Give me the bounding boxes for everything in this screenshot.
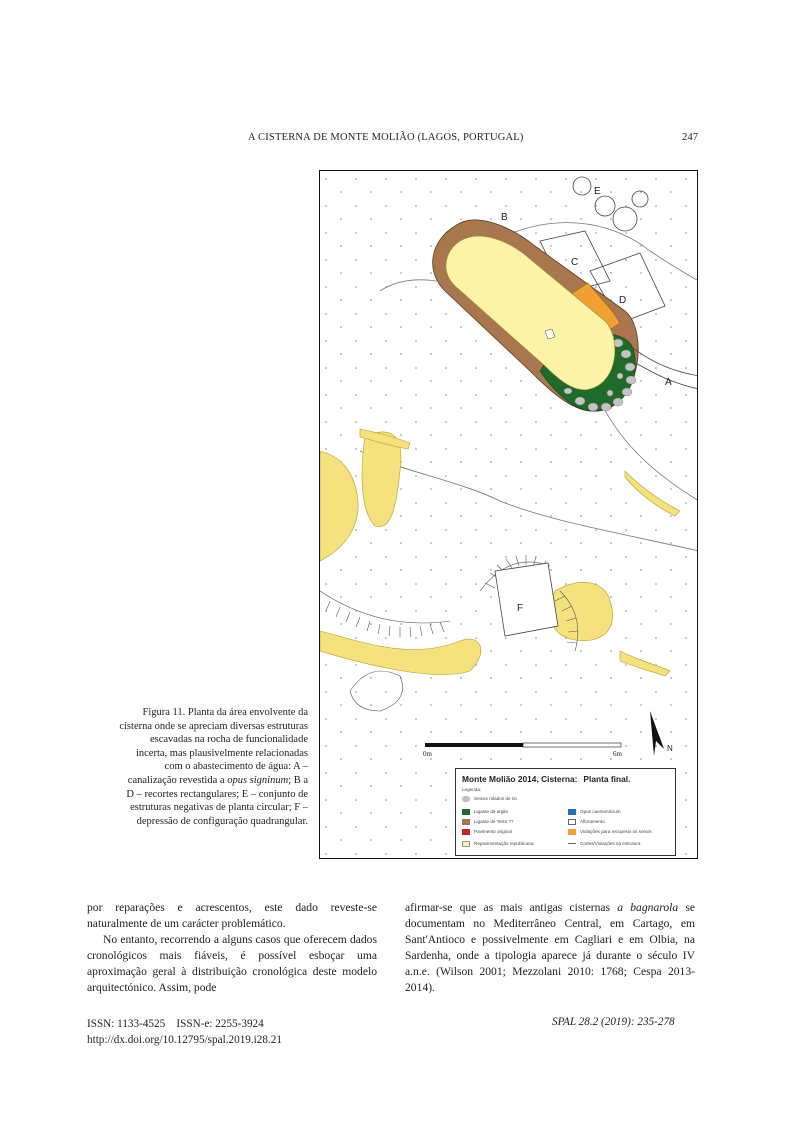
legend-label: Seixos rolados de rio bbox=[474, 796, 517, 801]
caption-italic: opus signinum bbox=[227, 774, 289, 786]
legend-label: Opus caementicium bbox=[580, 809, 621, 814]
doi-line: http://dx.doi.org/10.12795/spal.2019.i28.21 bbox=[87, 1034, 282, 1046]
legend-item bbox=[568, 818, 605, 825]
legend-item bbox=[462, 840, 534, 847]
legend-item bbox=[462, 828, 512, 835]
footer-identifiers bbox=[87, 1016, 282, 1048]
label-c: C bbox=[571, 257, 579, 268]
legend-label: Pavimento original bbox=[474, 829, 512, 834]
legend-title-main: Monte Molião 2014, Cisterna: bbox=[462, 774, 578, 784]
legend-swatch bbox=[462, 829, 470, 835]
legend-item bbox=[462, 795, 517, 802]
legend-item bbox=[462, 808, 508, 815]
page-number: 247 bbox=[682, 132, 699, 143]
running-header bbox=[0, 132, 794, 148]
scale-end: 6m bbox=[613, 750, 622, 758]
legend-label: Ligante de Terra ?? bbox=[474, 819, 514, 824]
label-d: D bbox=[619, 295, 627, 306]
depression-f-outline bbox=[495, 563, 558, 636]
legend-caption: Legenda: bbox=[462, 787, 482, 792]
caption-text: ; B a D – recortes rectangulares; E – conjunto de estruturas negativas de planta circular; F – depressão de configuração quadrangular. bbox=[126, 774, 308, 827]
caption-text: Figura 11. Planta da área envolvente da cisterna onde se apreciam diversas estruturas escavadas na rocha de funcionalidade incerta, mas plausivelmente relacionadas com o abastecimento de água: A – canalização revestida a bbox=[119, 707, 308, 786]
scale-bar-light bbox=[523, 743, 621, 747]
legend-label: Violações para recuperar os seixos bbox=[580, 829, 652, 834]
legend-swatch bbox=[462, 841, 470, 847]
paragraph: por reparações e acrescentos, este dado reveste-se naturalmente de um carácter problemático. bbox=[87, 901, 377, 930]
legend-title-sub: Planta final. bbox=[583, 774, 631, 784]
scale-bar-dark bbox=[425, 743, 523, 747]
legend-swatch bbox=[568, 809, 576, 815]
legend-swatch bbox=[462, 796, 470, 802]
legend-label: Cortes/Violações na estrutura bbox=[580, 841, 641, 846]
label-e: E bbox=[594, 186, 601, 197]
legend-label: Ligante de argila bbox=[474, 809, 508, 814]
paragraph-italic: a bagnarola bbox=[617, 901, 679, 914]
legend-item bbox=[568, 808, 621, 815]
label-b: B bbox=[501, 212, 508, 223]
legend-title bbox=[462, 774, 630, 784]
paragraph-text: se documentam no Mediterrâneo Central, em Cartago, em Sant'Antioco e possivelmente em Cagliari e em Olbia, na Sardenha, onde a tipologia aparece já durante o século IV a.n.e. (Wilson 2001; Mezzolani 2010: 1768; Cespa 2013-2014). bbox=[405, 901, 695, 994]
legend-swatch bbox=[568, 843, 576, 844]
legend-item bbox=[568, 840, 640, 847]
label-f: F bbox=[517, 603, 524, 614]
body-column-right bbox=[405, 900, 695, 996]
legend-item bbox=[462, 818, 514, 825]
north-label: N bbox=[667, 744, 673, 753]
figure-caption bbox=[118, 706, 308, 828]
site-plan-figure bbox=[319, 170, 698, 859]
running-title: A CISTERNA DE MONTE MOLIÃO (LAGOS, PORTUGAL) bbox=[248, 132, 524, 143]
paragraph: No entanto, recorrendo a alguns casos que oferecem dados cronológicos mais fiáveis, é possível esboçar uma aproximação geral à distribuição cronológica deste modelo arquitectónico. Assim, pode bbox=[87, 933, 377, 994]
legend-swatch bbox=[462, 819, 470, 825]
issn-line: ISSN: 1133-4525 ISSN-e: 2255-3924 bbox=[87, 1018, 264, 1030]
scale-start: 0m bbox=[423, 750, 432, 758]
paragraph bbox=[405, 900, 695, 996]
yellow-patch bbox=[550, 582, 613, 640]
plan-legend bbox=[455, 768, 676, 856]
paragraph-text: afirmar-se que as mais antigas cisternas bbox=[405, 901, 618, 914]
body-column-left bbox=[87, 900, 377, 996]
journal-citation: SPAL 28.2 (2019): 235-278 bbox=[552, 1016, 675, 1028]
label-a: A bbox=[665, 377, 672, 388]
legend-item bbox=[568, 828, 652, 835]
legend-label: Repavimentação republicana bbox=[474, 841, 534, 846]
legend-swatch bbox=[462, 809, 470, 815]
legend-label: Afloramento bbox=[580, 819, 605, 824]
legend-swatch bbox=[568, 819, 576, 825]
legend-swatch bbox=[568, 829, 576, 835]
site-plan-drawing bbox=[320, 171, 698, 859]
